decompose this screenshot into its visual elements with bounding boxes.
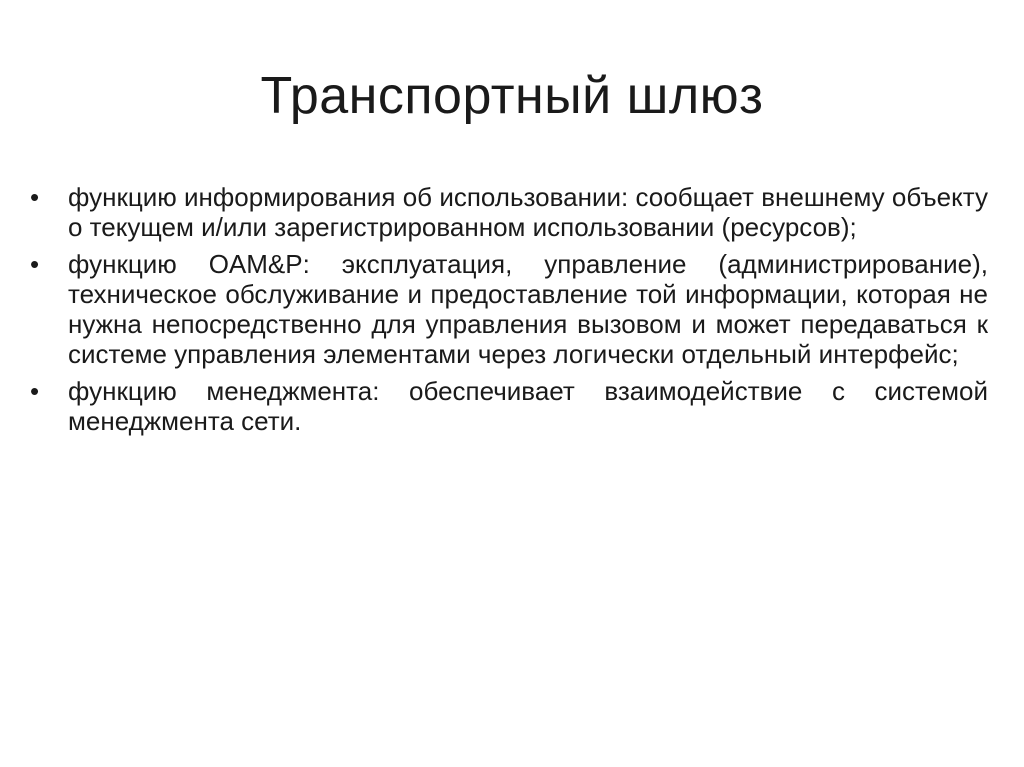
bullet-marker: • [30, 249, 40, 279]
bullet-list [30, 182, 988, 443]
bullet-item [30, 376, 988, 436]
slide-title: Транспортный шлюз [260, 67, 764, 125]
bullet-text: функцию OAM&P: эксплуатация, управление (администрирование), техническое обслуживание и предоставление той информации, которая не нужна непосредственно для управления вызовом и может передаваться к системе управления элементами через логически отдельный интерфейс; [68, 249, 988, 369]
bullet-text: функцию менеджмента: обеспечивает взаимодействие с системой менеджмента сети. [68, 376, 988, 436]
bullet-text: функцию информирования об использовании: сообщает внешнему объекту о текущем и/или зарегистрированном использовании (ресурсов); [68, 182, 988, 242]
bullet-item [30, 249, 988, 369]
bullet-marker: • [30, 376, 40, 406]
bullet-item [30, 182, 988, 242]
bullet-marker: • [30, 182, 40, 212]
